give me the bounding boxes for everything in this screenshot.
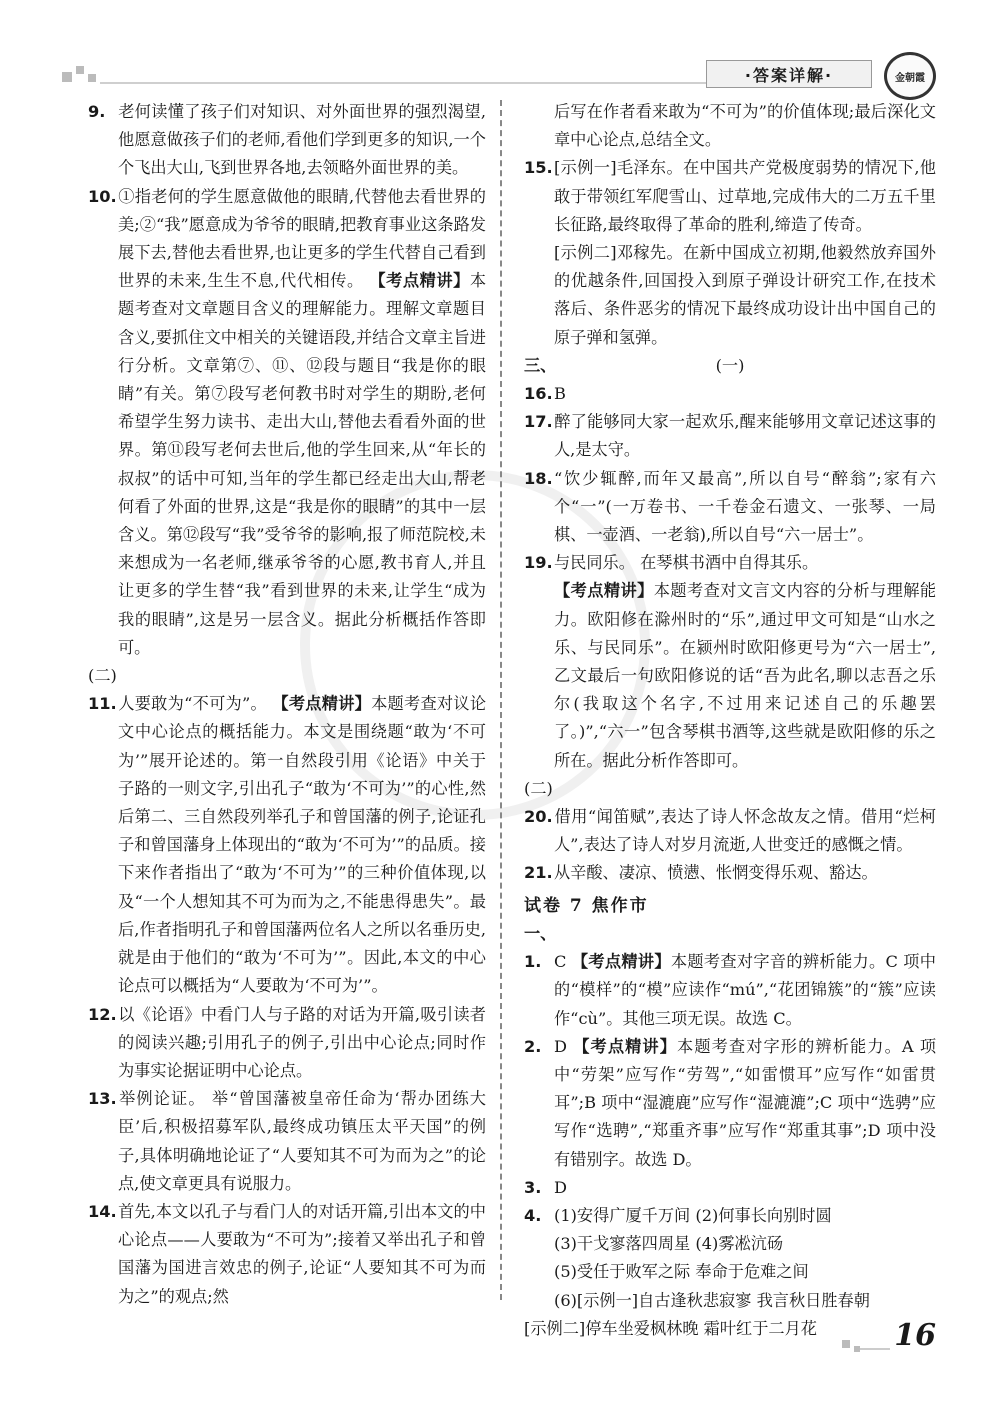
- answer-text: 与民同乐。 在琴棋书酒中自得其乐。: [554, 553, 819, 573]
- answer-text: (3)干戈寥落四周星 (4)雾凇沆砀: [554, 1234, 784, 1254]
- answer-text: “饮少辄醉,而年又最高”,所以自号“醉翁”;家有六个“一”(一万卷书、一千卷金石遗文、一张琴、一局棋、一壶酒、一老翁),所以自号“六一居士”。: [554, 468, 936, 545]
- answer-text: 人要敢为“不可为”。: [118, 694, 267, 714]
- header-decoration: [62, 62, 102, 84]
- question-q13: [88, 1085, 486, 1198]
- section-heading: (二): [524, 778, 553, 798]
- question-q16: [524, 380, 936, 408]
- question-number: 15.: [524, 158, 553, 178]
- question-number: 14.: [88, 1201, 117, 1221]
- question-number: 17.: [524, 412, 553, 432]
- key-point-text: 本题考查对文章题目含义的理解能力。理解文章题目含义,要抓住文中相关的关键语段,并结合文章主旨进行分析。文章第⑦、⑪、⑫段与题目“我是你的眼睛”有关。第⑦段写老何教书时对学生的期盼,老何希望学生努力读书、走出大山,替他去看看外面的世界。第⑪段写老何去世后,他的学生回来,从“年长的叔叔”的话中可知,当年的学生都已经走出大山,帮老何看了外面的世界,这是“我是你的眼睛”的其中一层含义。第⑫段写“我”受爷爷的影响,报了师范院校,未来想成为一名老师,继承爷爷的心愿,教书育人,并且让更多的学生替“我”看到世界的未来,让学生“成为我的眼睛”,这是另一层含义。据此分析概括作答即可。: [118, 271, 486, 657]
- answer-text: D: [554, 1177, 567, 1197]
- answer-text: (1)安得广厦千万间 (2)何事长向别时圆: [554, 1205, 832, 1225]
- publisher-logo: [884, 52, 936, 100]
- continued-text: [524, 1315, 936, 1343]
- question-q9: [88, 98, 486, 183]
- answer-text: 后写在作者看来敢为“不可为”的价值体现;最后深化文章中心论点,总结全文。: [554, 102, 936, 150]
- answer-text: [示例二]邓稼先。在新中国成立初期,他毅然放弃国外的优越条件,回国投入到原子弹设计研究工作,在技术落后、条件恶劣的情况下最终成功设计出中国自己的原子弹和氢弹。: [554, 243, 936, 347]
- answer-text: 老何读懂了孩子们对知识、对外面世界的强烈渴望,他愿意做孩子们的老师,看他们学到更多的知识,一个个飞出大山,飞到世界各地,去领略外面世界的美。: [118, 102, 486, 178]
- question-e1: [524, 920, 936, 1033]
- answer-text: 借用“闻笛赋”,表达了诗人怀念故友之情。借用“烂柯人”,表达了诗人对岁月流逝,人世变迁的感慨之情。: [554, 807, 936, 855]
- key-point-text: 本题考查对字形的辨析能力。A 项中“劳架”应写作“劳驾”,“如雷惯耳”应写作“如雷贯耳”;B 项中“湿漉鹿”应写作“湿漉漉”;C 项中“选骋”应写作“选聘”,“郑重齐事”应写作“郑重其事”;D 项中没有错别字。故选 D。: [554, 1036, 937, 1169]
- answer-text: ①指老何的学生愿意做他的眼睛,代替他去看世界的美;②“我”愿意成为爷爷的眼睛,把教育事业这条路发展下去,替他去看世界,也让更多的学生代替自己看到世界的未来,生生不息,代代相传。: [118, 186, 486, 291]
- question-number: 18.: [524, 468, 553, 488]
- key-point-tag: 【考点精讲】: [571, 952, 671, 972]
- question-number: 16.: [524, 384, 553, 404]
- key-point-tag: 【考点精讲】: [554, 581, 654, 601]
- part-number: 三、: [524, 355, 557, 375]
- question-number: 2.: [524, 1036, 542, 1056]
- question-q21: [524, 859, 936, 887]
- answer-text: [示例二]停车坐爱枫林晚 霜叶红于二月花: [524, 1318, 817, 1338]
- continued-text: [524, 1287, 936, 1315]
- answer-text: 以《论语》中看门人与子路的对话为开篇,吸引读者的阅读兴趣;引用孔子的例子,引出中心论点;同时作为事实论据证明中心论点。: [118, 1004, 486, 1080]
- continued-text: [524, 1258, 936, 1286]
- question-q19: [524, 549, 936, 577]
- continued-text: [524, 577, 936, 774]
- continued-text: [524, 239, 936, 352]
- question-e2: [524, 1033, 936, 1174]
- header-label: ·答案详解·: [706, 60, 872, 88]
- key-point-text: 本题考查对文言文内容的分析与理解能力。欧阳修在滁州时的“乐”,通过甲文可知是“山水之乐、与民同乐”。在颍州时欧阳修更号为“六一居士”,乙文最后一句欧阳修说的话“吾为此名,聊以志吾之乐尔(我取这个名字,不过用来记述自己的乐趣罢了。)”,“六一”包含琴棋书酒等,这些就是欧阳修的乐之所在。据此分析作答即可。: [554, 581, 937, 770]
- logo-text: 金朝霞: [895, 72, 925, 84]
- answer-text: (6)[示例一]自古逢秋悲寂寥 我言秋日胜春朝: [554, 1290, 870, 1310]
- answer-text: [示例一]毛泽东。在中国共产党极度弱势的情况下,他敢于带领红军爬雪山、过草地,完成伟大的二万五千里长征路,最终取得了革命的胜利,缔造了传奇。: [554, 158, 936, 234]
- continued-text: [524, 1230, 936, 1258]
- section-heading: (一): [715, 355, 745, 375]
- exam-title: 试卷 7 焦作市: [524, 895, 649, 916]
- question-q17: [524, 408, 936, 464]
- answer-text: 从辛酸、凄凉、愤懑、怅惘变得乐观、豁达。: [554, 863, 878, 883]
- continued-text: [524, 98, 936, 154]
- question-q18: [524, 465, 936, 550]
- question-e4: [524, 1202, 936, 1230]
- left-column: [88, 98, 486, 1311]
- question-number: 一、1.: [524, 923, 557, 972]
- question-number: 20.: [524, 807, 553, 827]
- key-point-text: 本题考查对字音的辨析能力。C 项中的“模样”的“模”应读作“mú”,“花团锦簇”的“簇”应读作“cù”。其他三项无误。故选 C。: [554, 952, 936, 1028]
- question-number: 12.: [88, 1004, 117, 1024]
- question-q12: [88, 1001, 486, 1086]
- part-heading: [524, 352, 936, 380]
- question-number: 13.: [88, 1089, 117, 1109]
- key-point-text: 本题考查对议论文中心论点的概括能力。本文是围绕题“敢为‘不可为’”展开论述的。第一自然段引用《论语》中关于子路的一则文字,引出孔子“敢为‘不可为’”的心性,然后第二、三自然段列举孔子和曾国藩的例子,论证孔子和曾国藩身上体现出的“敢为‘不可为’”的品质。接下来作者指出了“敢为‘不可为’”的三种价值体现,以及“一个人想知其不可为而为之,不能患得患失”。最后,作者指明孔子和曾国藩两位名人之所以名垂历史,就是由于他们的“敢为‘不可为’”。因此,本文的中心论点可以概括为“人要敢为‘不可为’”。: [118, 694, 487, 996]
- question-number: 21.: [524, 863, 553, 883]
- question-number: 19.: [524, 553, 553, 573]
- answer-text: 首先,本文以孔子与看门人的对话开篇,引出本文的中心论点——人要敢为“不可为”;接着又举出孔子和曾国藩为国进言效忠的例子,论证“人要知其不可为而为之”的观点;然: [118, 1201, 486, 1306]
- question-q20: [524, 803, 936, 859]
- question-number: 9.: [88, 102, 106, 121]
- answer-text: C: [554, 952, 567, 972]
- key-point-tag: 【考点精讲】: [272, 694, 372, 714]
- footer-rule: [860, 1348, 890, 1350]
- page-number: 16: [894, 1318, 936, 1353]
- question-number: 4.: [524, 1205, 542, 1225]
- question-q15: [524, 154, 936, 239]
- key-point-tag: 【考点精讲】: [369, 271, 470, 291]
- answer-text: (5)受任于败军之际 奉命于危难之间: [554, 1262, 809, 1282]
- question-q14: [88, 1198, 486, 1311]
- question-e3: [524, 1174, 936, 1202]
- question-number: 3.: [524, 1177, 542, 1197]
- column-divider: [500, 100, 502, 1300]
- answer-text: D: [554, 1036, 567, 1056]
- question-q10: [88, 183, 486, 662]
- right-column: [524, 98, 936, 1343]
- answer-text: 举例论证。 举“曾国藩被皇帝任命为‘帮办团练大臣’后,积极招募军队,最终成功镇压太平天国”的例子,具体明确地论证了“人要知其不可为而为之”的论点,使文章更具有说服力。: [118, 1089, 486, 1193]
- question-number: 10.: [88, 186, 117, 206]
- answer-text: 醉了能够同大家一起欢乐,醒来能够用文章记述这事的人,是太守。: [554, 412, 936, 460]
- key-point-tag: 【考点精讲】: [573, 1036, 678, 1056]
- question-q11: [88, 690, 486, 1000]
- question-number: 11.: [88, 694, 117, 714]
- answer-text: B: [554, 384, 566, 404]
- section-heading: (二): [88, 666, 117, 686]
